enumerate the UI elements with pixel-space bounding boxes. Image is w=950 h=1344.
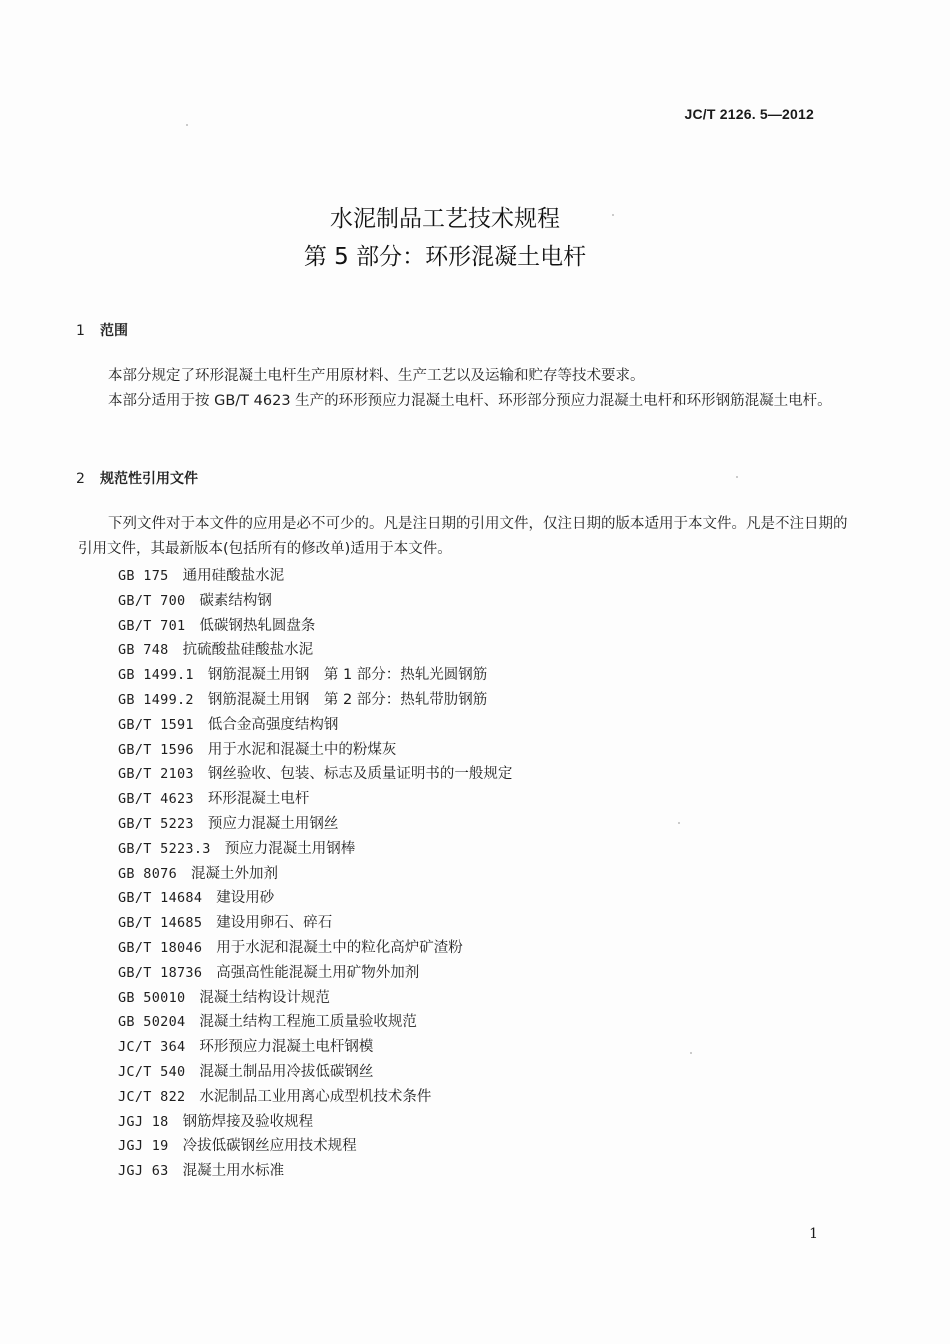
reference-title: 钢筋焊接及验收规程 bbox=[182, 1113, 314, 1130]
reference-title: 钢筋混凝土用钢 第 2 部分：热轧带肋钢筋 bbox=[207, 691, 488, 708]
scan-speck bbox=[736, 476, 738, 478]
reference-item bbox=[118, 862, 512, 887]
reference-item bbox=[118, 1035, 512, 1060]
reference-code: GB/T 14684 bbox=[118, 890, 203, 907]
reference-title: 冷拔低碳钢丝应用技术规程 bbox=[182, 1138, 357, 1155]
document-title bbox=[0, 200, 890, 276]
section-2-intro-text: 下列文件对于本文件的应用是必不可少的。凡是注日期的引用文件，仅注日期的版本适用于本文件。凡是不注日期的引用文件，其最新版本(包括所有的修改单)适用于本文件。 bbox=[78, 516, 848, 557]
reference-title: 钢筋混凝土用钢 第 1 部分：热轧光圆钢筋 bbox=[207, 667, 488, 684]
reference-title: 低碳钢热轧圆盘条 bbox=[199, 617, 316, 634]
reference-item bbox=[118, 738, 512, 763]
section-1-number: 1 bbox=[76, 323, 85, 339]
reference-title: 环形混凝土电杆 bbox=[207, 791, 310, 808]
reference-code: GB/T 18736 bbox=[118, 964, 203, 981]
reference-code: GB 50010 bbox=[118, 989, 186, 1006]
reference-item bbox=[118, 614, 512, 639]
reference-title: 碳素结构钢 bbox=[199, 592, 272, 609]
reference-item bbox=[118, 812, 512, 837]
section-1-paragraph-2 bbox=[78, 389, 848, 414]
reference-title: 高强高性能混凝土用矿物外加剂 bbox=[216, 964, 420, 981]
section-2-heading bbox=[76, 468, 198, 488]
reference-item bbox=[118, 638, 512, 663]
reference-item bbox=[118, 713, 512, 738]
section-1-paragraph-1-text: 本部分规定了环形混凝土电杆生产用原材料、生产工艺以及运输和贮存等技术要求。 bbox=[108, 368, 645, 384]
reference-item bbox=[118, 1134, 512, 1159]
title-line-1: 水泥制品工艺技术规程 bbox=[330, 206, 560, 232]
reference-title: 预应力混凝土用钢丝 bbox=[207, 815, 339, 832]
reference-code: GB/T 4623 bbox=[118, 791, 194, 808]
reference-code: GB 8076 bbox=[118, 865, 177, 882]
reference-code: JC/T 822 bbox=[118, 1088, 186, 1105]
page-number: 1 bbox=[809, 1226, 818, 1242]
section-1-paragraph-2-text: 本部分适用于按 GB/T 4623 生产的环形预应力混凝土电杆、环形部分预应力混凝土电杆和环形钢筋混凝土电杆。 bbox=[108, 393, 832, 409]
reference-item bbox=[118, 1010, 512, 1035]
reference-title: 钢丝验收、包装、标志及质量证明书的一般规定 bbox=[207, 766, 513, 783]
reference-item bbox=[118, 1085, 512, 1110]
section-2-title: 规范性引用文件 bbox=[100, 471, 198, 487]
reference-title: 环形预应力混凝土电杆钢模 bbox=[199, 1039, 374, 1056]
reference-item bbox=[118, 911, 512, 936]
reference-item bbox=[118, 886, 512, 911]
section-1-title: 范围 bbox=[100, 323, 128, 339]
reference-code: GB/T 701 bbox=[118, 617, 186, 634]
reference-item bbox=[118, 961, 512, 986]
reference-item bbox=[118, 936, 512, 961]
reference-item bbox=[118, 1110, 512, 1135]
section-1-heading bbox=[76, 320, 128, 340]
title-line-2: 第 5 部分：环形混凝土电杆 bbox=[303, 244, 587, 270]
reference-item bbox=[118, 787, 512, 812]
reference-item bbox=[118, 762, 512, 787]
scan-speck bbox=[612, 214, 614, 216]
reference-code: JGJ 63 bbox=[118, 1163, 169, 1180]
reference-title: 混凝土用水标准 bbox=[182, 1163, 285, 1180]
standard-number: JC/T 2126. 5—2012 bbox=[684, 106, 814, 122]
reference-item bbox=[118, 564, 512, 589]
reference-item bbox=[118, 688, 512, 713]
reference-code: GB/T 18046 bbox=[118, 939, 203, 956]
reference-code: GB/T 5223.3 bbox=[118, 840, 211, 857]
reference-title: 混凝土外加剂 bbox=[191, 865, 278, 882]
reference-code: JGJ 19 bbox=[118, 1138, 169, 1155]
reference-code: GB/T 5223 bbox=[118, 815, 194, 832]
reference-title: 水泥制品工业用离心成型机技术条件 bbox=[199, 1088, 432, 1105]
reference-code: GB 175 bbox=[118, 568, 169, 584]
reference-title: 用于水泥和混凝土中的粒化高炉矿渣粉 bbox=[216, 939, 463, 956]
reference-code: JC/T 540 bbox=[118, 1063, 186, 1080]
reference-title: 用于水泥和混凝土中的粉煤灰 bbox=[207, 741, 397, 758]
reference-code: JC/T 364 bbox=[118, 1039, 186, 1056]
scan-speck bbox=[690, 1052, 692, 1054]
reference-title: 通用硅酸盐水泥 bbox=[182, 568, 285, 584]
reference-code: GB/T 2103 bbox=[118, 766, 194, 783]
reference-code: GB/T 700 bbox=[118, 592, 186, 609]
reference-title: 建设用卵石、碎石 bbox=[216, 915, 333, 932]
reference-code: GB 50204 bbox=[118, 1014, 186, 1031]
scan-speck bbox=[186, 124, 188, 126]
reference-code: GB 748 bbox=[118, 642, 169, 659]
reference-item bbox=[118, 663, 512, 688]
reference-title: 混凝土结构工程施工质量验收规范 bbox=[199, 1014, 417, 1031]
reference-title: 混凝土制品用冷拔低碳钢丝 bbox=[199, 1063, 374, 1080]
reference-item bbox=[118, 1159, 512, 1184]
reference-item bbox=[118, 589, 512, 614]
reference-code: GB 1499.2 bbox=[118, 691, 194, 708]
reference-title: 建设用砂 bbox=[216, 890, 275, 907]
reference-title: 预应力混凝土用钢棒 bbox=[224, 840, 356, 857]
reference-code: JGJ 18 bbox=[118, 1113, 169, 1130]
reference-code: GB 1499.1 bbox=[118, 667, 194, 684]
reference-code: GB/T 1591 bbox=[118, 716, 194, 733]
reference-item bbox=[118, 1060, 512, 1085]
section-2-intro bbox=[78, 512, 848, 562]
scan-speck bbox=[678, 822, 680, 824]
reference-code: GB/T 14685 bbox=[118, 915, 203, 932]
reference-title: 抗硫酸盐硅酸盐水泥 bbox=[182, 642, 314, 659]
reference-code: GB/T 1596 bbox=[118, 741, 194, 758]
normative-references-list bbox=[118, 564, 512, 1184]
reference-item bbox=[118, 837, 512, 862]
reference-item bbox=[118, 986, 512, 1011]
reference-title: 混凝土结构设计规范 bbox=[199, 989, 330, 1006]
section-1-paragraph-1 bbox=[78, 364, 848, 389]
section-2-number: 2 bbox=[76, 471, 85, 487]
reference-title: 低合金高强度结构钢 bbox=[207, 716, 339, 733]
